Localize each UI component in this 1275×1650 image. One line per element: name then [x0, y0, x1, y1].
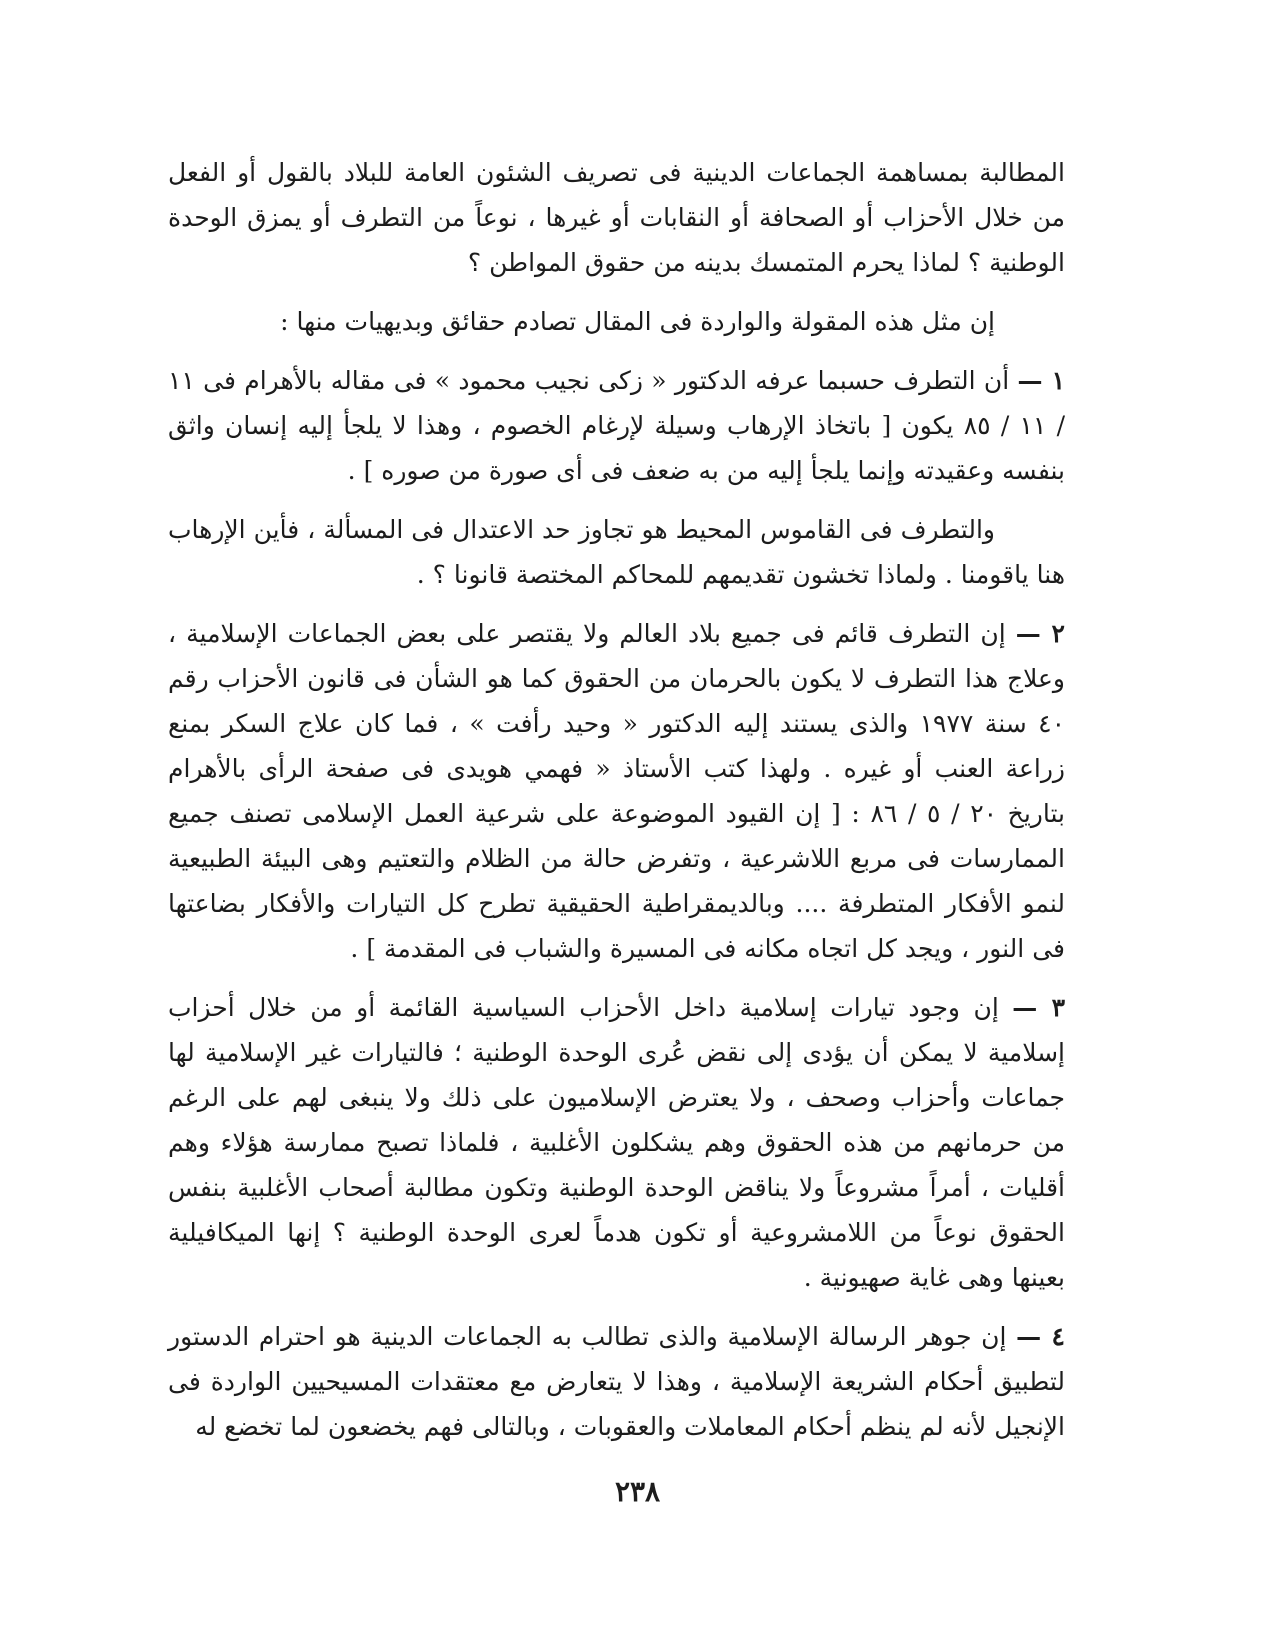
page-number: ٢٣٨ [614, 1475, 661, 1508]
body-text [168, 150, 1065, 1441]
point-number: ٢ — [1015, 619, 1065, 648]
paragraph-text: إن وجود تيارات إسلامية داخل الأحزاب السياسية القائمة أو من خلال أحزاب إسلامية لا يمكن أن يؤدى إلى نقض عُرى الوحدة الوطنية ؛ فالتيارات غير الإسلامية لها جماعات وأحزاب وصحف ، ولا يعترض الإسلاميون على ذلك ولا ينبغى لهم على الرغم من حرمانهم من هذه الحقوق وهم يشكلون الأغلبية ، فلماذا تصبح ممارسة هؤلاء وهم أقليات ، أمراً مشروعاً ولا يناقض الوحدة الوطنية وتكون مطالبة أصحاب الأغلبية بنفس الحقوق نوعاً من اللامشروعية أو تكون هدماً لعرى الوحدة الوطنية ؟ إنها الميكافيلية بعينها وهى غاية صهيونية . [168, 993, 1065, 1292]
point-number: ٣ — [1012, 993, 1065, 1022]
paragraph-text: المطالبة بمساهمة الجماعات الدينية فى تصريف الشئون العامة للبلاد بالقول أو الفعل من خلال الأحزاب أو الصحافة أو النقابات أو غيرها ، نوعاً من التطرف أو يمزق الوحدة الوطنية ؟ لماذا يحرم المتمسك بدينه من حقوق المواطن ؟ [168, 158, 1065, 277]
paragraph-definition [168, 507, 1065, 597]
numbered-point-2 [168, 611, 1065, 971]
point-number: ١ — [1017, 366, 1065, 395]
paragraph-text: أن التطرف حسبما عرفه الدكتور « زكى نجيب محمود » فى مقاله بالأهرام فى ١١ / ١١ / ٨٥ يكون [ باتخاذ الإرهاب وسيلة لإرغام الخصوم ، وهذا لا يلجأ إليه إنسان واثق بنفسه وعقيدته وإنما يلجأ إليه من به ضعف فى أى صورة من صوره ] . [168, 366, 1065, 485]
numbered-point-4 [168, 1314, 1065, 1449]
numbered-point-3 [168, 985, 1065, 1300]
numbered-point-1 [168, 358, 1065, 493]
paragraph-text: إن التطرف قائم فى جميع بلاد العالم ولا يقتصر على بعض الجماعات الإسلامية ، وعلاج هذا التطرف لا يكون بالحرمان من الحقوق كما هو الشأن فى قانون الأحزاب رقم ٤٠ سنة ١٩٧٧ والذى يستند إليه الدكتور « وحيد رأفت » ، فما كان علاج السكر بمنع زراعة العنب أو غيره . ولهذا كتب الأستاذ « فهمي هويدى فى صفحة الرأى بالأهرام بتاريخ ٢٠ / ٥ / ٨٦ : [ إن القيود الموضوعة على شرعية العمل الإسلامى تصنف جميع الممارسات فى مربع اللاشرعية ، وتفرض حالة من الظلام والتعتيم وهى البيئة الطبيعية لنمو الأفكار المتطرفة .... وبالديمقراطية الحقيقية تطرح كل التيارات والأفكار بضاعتها فى النور ، ويجد كل اتجاه مكانه فى المسيرة والشباب فى المقدمة ] . [168, 619, 1065, 963]
paragraph-text: والتطرف فى القاموس المحيط هو تجاوز حد الاعتدال فى المسألة ، فأين الإرهاب هنا ياقومنا . ولماذا تخشون تقديمهم للمحاكم المختصة قانونا ؟ . [168, 515, 1065, 589]
paragraph-text: إن جوهر الرسالة الإسلامية والذى تطالب به الجماعات الدينية هو احترام الدستور لتطبيق أحكام الشريعة الإسلامية ، وهذا لا يتعارض مع معتقدات المسيحيين الواردة فى الإنجيل لأنه لم ينظم أحكام المعاملات والعقوبات ، وبالتالى فهم يخضعون لما تخضع له [168, 1322, 1065, 1441]
point-number: ٤ — [1016, 1322, 1065, 1351]
paragraph-intro [168, 299, 1065, 344]
paragraph-text: إن مثل هذه المقولة والواردة فى المقال تصادم حقائق وبديهيات منها : [280, 307, 995, 336]
paragraph-continuation [168, 150, 1065, 285]
